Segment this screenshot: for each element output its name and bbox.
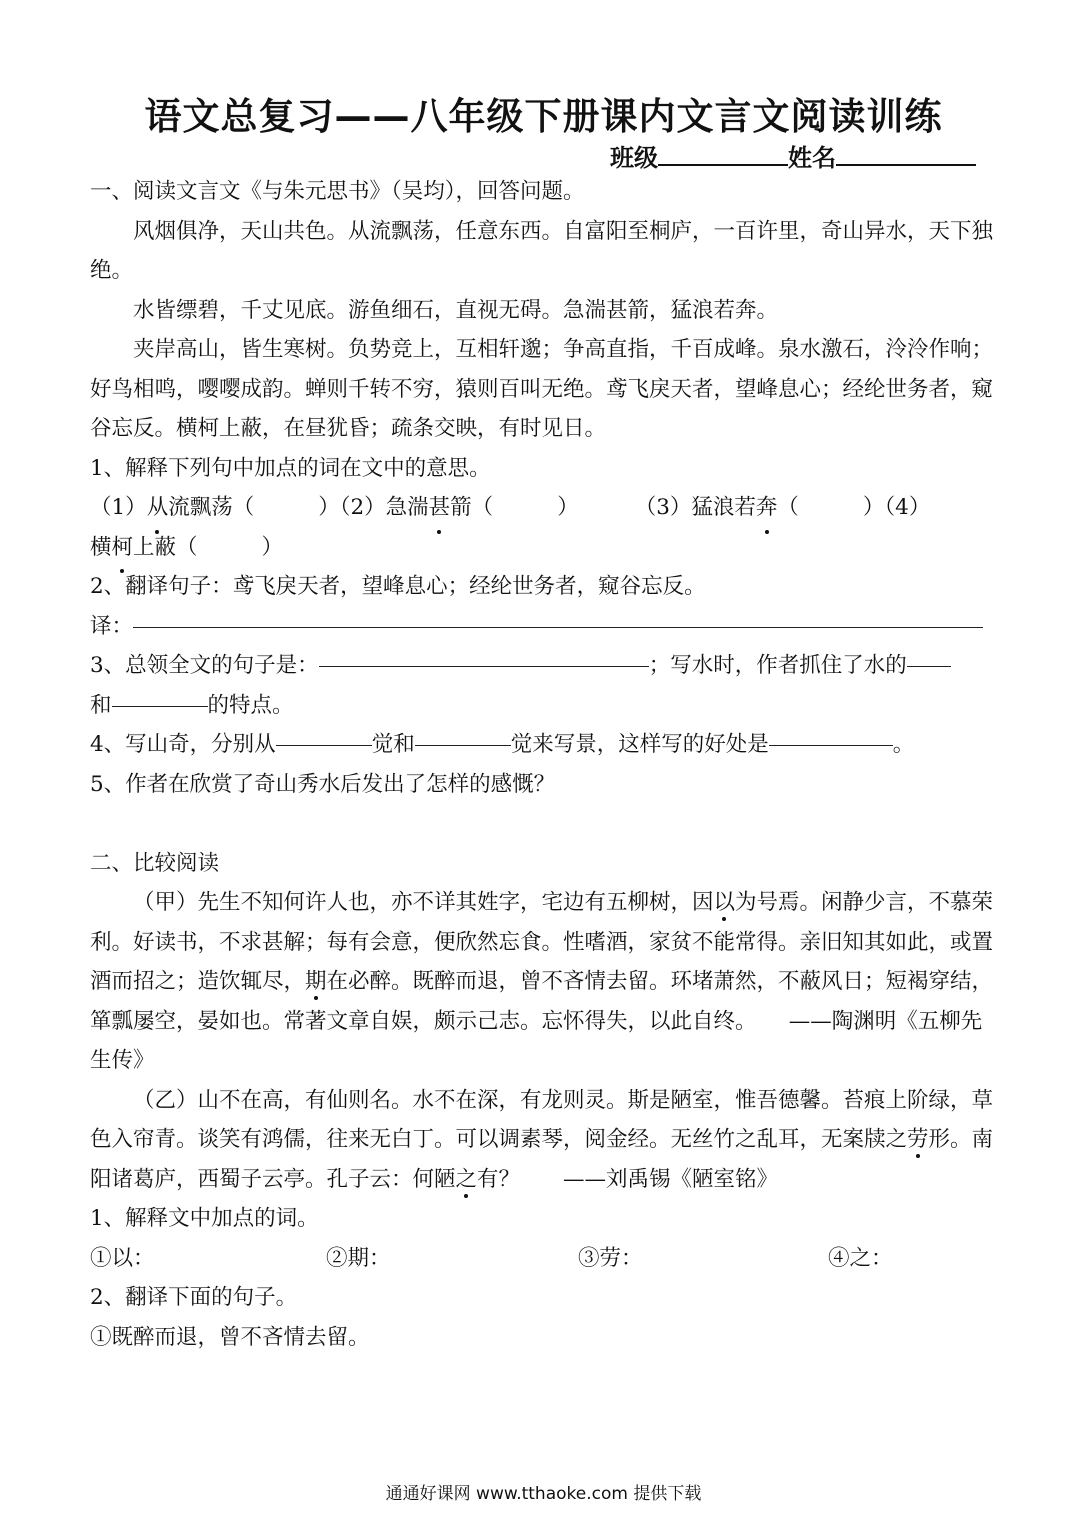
part2-heading: 二、比较阅读 bbox=[90, 850, 220, 876]
part1-question-1: 1、解释下列句中加点的词在文中的意思。 bbox=[90, 455, 491, 481]
q3-text: 3、总领全文的句子是： bbox=[90, 653, 319, 678]
part1-question-5: 5、作者在欣赏了奇山秀水后发出了怎样的感慨？ bbox=[90, 771, 556, 797]
footer-source: 通通好课网 www.tthaoke.com 提供下载 bbox=[385, 1484, 702, 1504]
q3-text-2: ；写水时，作者抓住了水的 bbox=[648, 653, 907, 678]
q1-item-qi: ②期： bbox=[326, 1245, 391, 1271]
name-label: 姓名 bbox=[788, 144, 836, 172]
q3-blank-1[interactable] bbox=[319, 646, 649, 667]
q1-item-lao: ③劳： bbox=[578, 1245, 643, 1271]
part1-q1-items-line2 bbox=[90, 528, 1000, 568]
q4-text: 4、写山奇，分别从 bbox=[90, 732, 276, 757]
q1-item4-text: 横 bbox=[90, 534, 112, 560]
part1-q1-items bbox=[90, 488, 1000, 528]
q1-item4-close: ） bbox=[261, 534, 284, 560]
page-title: 语文总复习——八年级下册课内文言文阅读训练 bbox=[144, 95, 943, 138]
part2-question-1: 1、解释文中加点的词。 bbox=[90, 1206, 319, 1231]
q4-blank-2[interactable] bbox=[415, 725, 511, 746]
q4-text-2: 觉和 bbox=[371, 732, 415, 757]
q1-item2-text-end: 箭（ bbox=[450, 495, 494, 520]
dotted-word: 劳 bbox=[907, 1127, 929, 1152]
q4-blank-3[interactable] bbox=[769, 725, 893, 746]
part2-q2-item: ①既醉而退，曾不吝情去留。 bbox=[90, 1324, 370, 1350]
answer-space[interactable] bbox=[493, 488, 557, 528]
q1-item3-text-end: （ bbox=[777, 495, 799, 520]
translation-line[interactable] bbox=[133, 607, 983, 628]
part2-q1-items bbox=[90, 1239, 1000, 1279]
q3-blank-2[interactable] bbox=[907, 646, 951, 667]
dotted-word: 以 bbox=[713, 890, 736, 915]
q4-text-4: 。 bbox=[892, 732, 915, 757]
part1-question-4 bbox=[90, 725, 1000, 765]
q1-item-yi: ①以： bbox=[90, 1245, 155, 1271]
q3-blank-3[interactable] bbox=[112, 686, 208, 707]
q1-item3-text: （3）猛浪若 bbox=[634, 495, 756, 520]
q3-text-4: 的特点。 bbox=[207, 692, 294, 718]
yi-text-1: （乙）山不在高，有仙则名。水不在深，有龙则灵。斯是陋室，惟吾德馨。苔痕上阶绿，草色入帘青。谈笑有鸿儒，往来无白丁。可以调素琴，阅金经。无丝竹之乱耳，无案牍之 bbox=[90, 1087, 994, 1152]
q4-blank-1[interactable] bbox=[276, 725, 372, 746]
dotted-word: 奔 bbox=[756, 488, 778, 528]
dotted-word: 之 bbox=[455, 1166, 478, 1192]
answer-space[interactable] bbox=[799, 488, 863, 528]
part1-question-2: 2、翻译句子：鸢飞戾天者，望峰息心；经纶世务者，窥谷忘反。 bbox=[90, 574, 706, 599]
name-blank[interactable] bbox=[836, 142, 976, 166]
q1-item2-close: ） bbox=[557, 495, 579, 520]
q4-text-3: 觉来写景，这样写的好处是 bbox=[510, 732, 769, 757]
translation-label: 译： bbox=[90, 613, 134, 639]
part2-passage-jia bbox=[90, 883, 1000, 1081]
dotted-word: 柯 bbox=[112, 528, 134, 568]
q1-item4-number: ）（4） bbox=[862, 495, 931, 520]
yi-text-2: 形。南阳诸葛庐，西蜀子云亭。孔子云：何陋 bbox=[90, 1127, 994, 1192]
part1-passage-3: 夹岸高山，皆生寒树。负势竞上，互相轩邈；争高直指，千百成峰。泉水激石，泠泠作响；好鸟相鸣，嘤嘤成韵。蝉则千转不穷，猿则百叫无绝。鸢飞戾天者，望峰息心；经纶世务者，窥谷忘反。横柯上蔽，在昼犹昏；疏条交映，有时见日。 bbox=[90, 337, 994, 441]
dotted-word: 期 bbox=[305, 969, 327, 994]
class-blank[interactable] bbox=[658, 142, 788, 166]
part1-heading: 一、阅读文言文《与朱元思书》（吴均），回答问题。 bbox=[90, 179, 585, 204]
part1-passage-2: 水皆缥碧，千丈见底。游鱼细石，直视无碍。急湍甚箭，猛浪若奔。 bbox=[133, 297, 779, 323]
part2-passage-yi bbox=[90, 1081, 1000, 1200]
answer-space[interactable] bbox=[254, 488, 318, 528]
part1-question-3-line2 bbox=[90, 686, 1000, 726]
class-name-line bbox=[610, 138, 976, 173]
answer-space[interactable] bbox=[198, 528, 262, 568]
part1-q2-answer bbox=[90, 607, 1000, 647]
worksheet-content bbox=[90, 172, 1000, 1357]
q1-item1-number: （1） bbox=[90, 495, 147, 520]
yi-text-3: 有？ ——刘禹锡《陋室铭》 bbox=[477, 1166, 779, 1192]
jia-text-1: （甲）先生不知何许人也，亦不详其姓字，宅边有五柳树，因 bbox=[133, 890, 714, 915]
q1-item2-text: ）（2）急湍 bbox=[318, 495, 429, 520]
part1-question-3 bbox=[90, 646, 1000, 686]
class-label: 班级 bbox=[610, 144, 658, 172]
part2-question-2: 2、翻译下面的句子。 bbox=[90, 1285, 298, 1310]
q1-item1-text: 流飘荡（ bbox=[168, 495, 255, 520]
dotted-word: 从 bbox=[147, 488, 169, 528]
jia-text-3: 在必醉。既醉而退，曾不吝情去留。环堵萧然，不蔽风日；短褐穿结，箪瓢屡空，晏如也。常著文章自娱，颇示己志。忘怀得失，以此自终。 ——陶渊明《五柳先生传》 bbox=[90, 969, 994, 1073]
q1-item-zhi: ④之： bbox=[828, 1245, 893, 1271]
q1-item4-text-end: 上蔽（ bbox=[133, 534, 198, 560]
q3-text-3: 和 bbox=[90, 692, 112, 718]
dotted-word: 甚 bbox=[429, 488, 451, 528]
part1-passage-1: 风烟俱净，天山共色。从流飘荡，任意东西。自富阳至桐庐，一百许里，奇山异水，天下独绝。 bbox=[90, 218, 994, 283]
jia-text-2: 为号焉。闲静少言，不慕荣利。好读书，不求甚解；每有会意，便欣然忘食。性嗜酒，家贫不能常得。亲旧知其如此，或置酒而招之；造饮辄尽， bbox=[90, 890, 994, 994]
